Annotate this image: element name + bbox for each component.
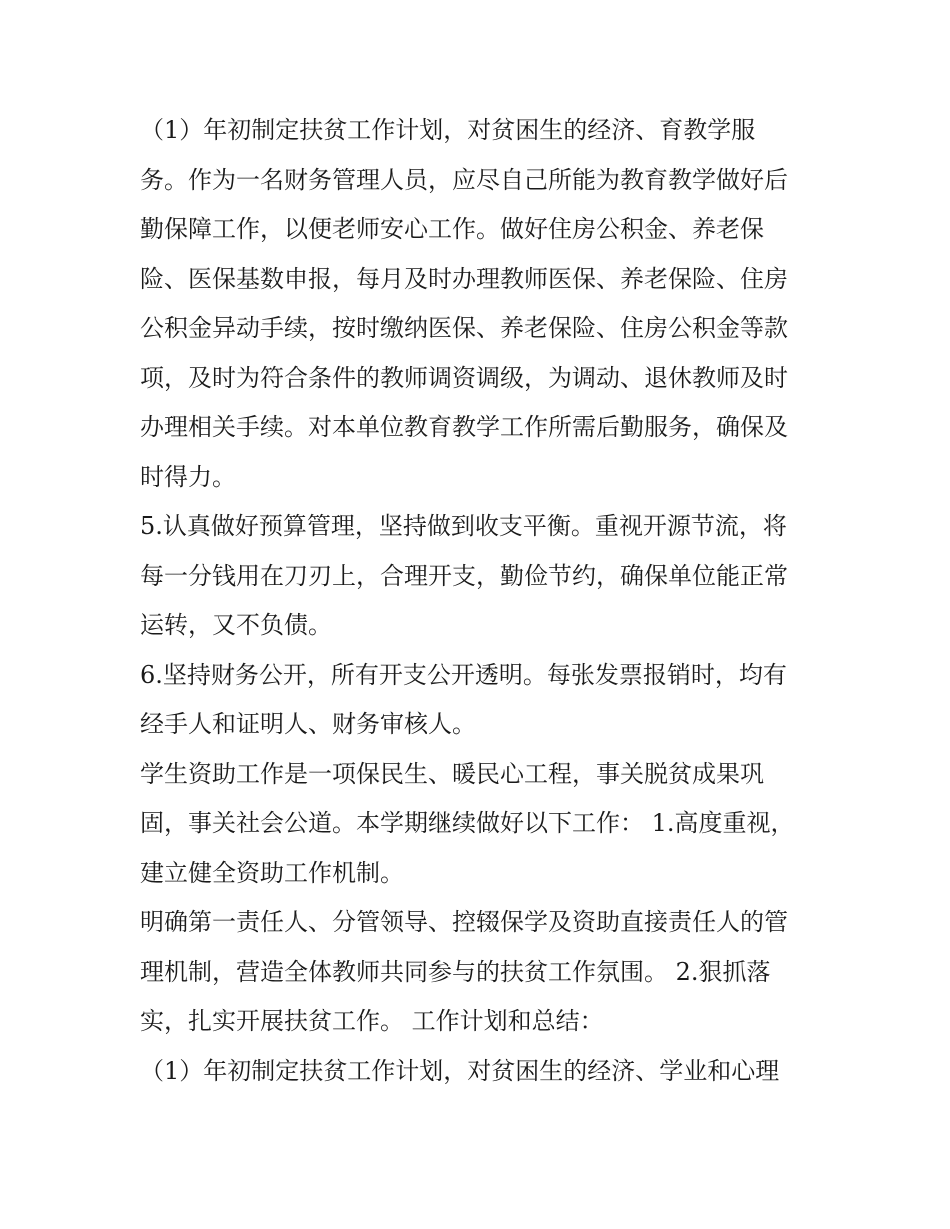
text-line: 明确第一责任人、分管领导、控辍保学及资助直接责任人的管 <box>140 908 788 936</box>
text-line: 固，事关社会公道。本学期继续做好以下工作： 1.高度重视， <box>140 809 795 837</box>
text-line: 6.坚持财务公开，所有开支公开透明。每张发票报销时，均有 <box>140 661 787 689</box>
text-line: （1）年初制定扶贫工作计划，对贫困生的经济、育教学服 <box>140 116 756 144</box>
text-line: 险、医保基数申报，每月及时办理教师医保、养老保险、住房 <box>140 265 788 293</box>
text-line: 经手人和证明人、财务审核人。 <box>140 710 476 738</box>
text-line: 5.认真做好预算管理，坚持做到收支平衡。重视开源节流，将 <box>140 512 787 540</box>
text-line: 公积金异动手续，按时缴纳医保、养老保险、住房公积金等款 <box>140 314 788 342</box>
text-line: 建立健全资助工作机制。 <box>140 859 404 887</box>
text-line: 学生资助工作是一项保民生、暖民心工程，事关脱贫成果巩 <box>140 760 764 788</box>
text-line: 实，扎实开展扶贫工作。 工作计划和总结： <box>140 1007 604 1035</box>
text-line: 每一分钱用在刀刃上，合理开支，勤俭节约，确保单位能正常 <box>140 562 788 590</box>
text-line: 项，及时为符合条件的教师调资调级，为调动、退休教师及时 <box>140 364 788 392</box>
text-line: 务。作为一名财务管理人员，应尽自己所能为教育教学做好后 <box>140 166 788 194</box>
text-line: 理机制，营造全体教师共同参与的扶贫工作氛围。 2.狠抓落 <box>140 958 771 986</box>
text-line: （1）年初制定扶贫工作计划，对贫困生的经济、学业和心理 <box>140 1057 780 1085</box>
text-line: 勤保障工作，以便老师安心工作。做好住房公积金、养老保 <box>140 215 764 243</box>
text-line: 运转，又不负债。 <box>140 611 332 639</box>
text-line: 办理相关手续。对本单位教育教学工作所需后勤服务，确保及 <box>140 413 788 441</box>
text-line: 时得力。 <box>140 463 236 491</box>
